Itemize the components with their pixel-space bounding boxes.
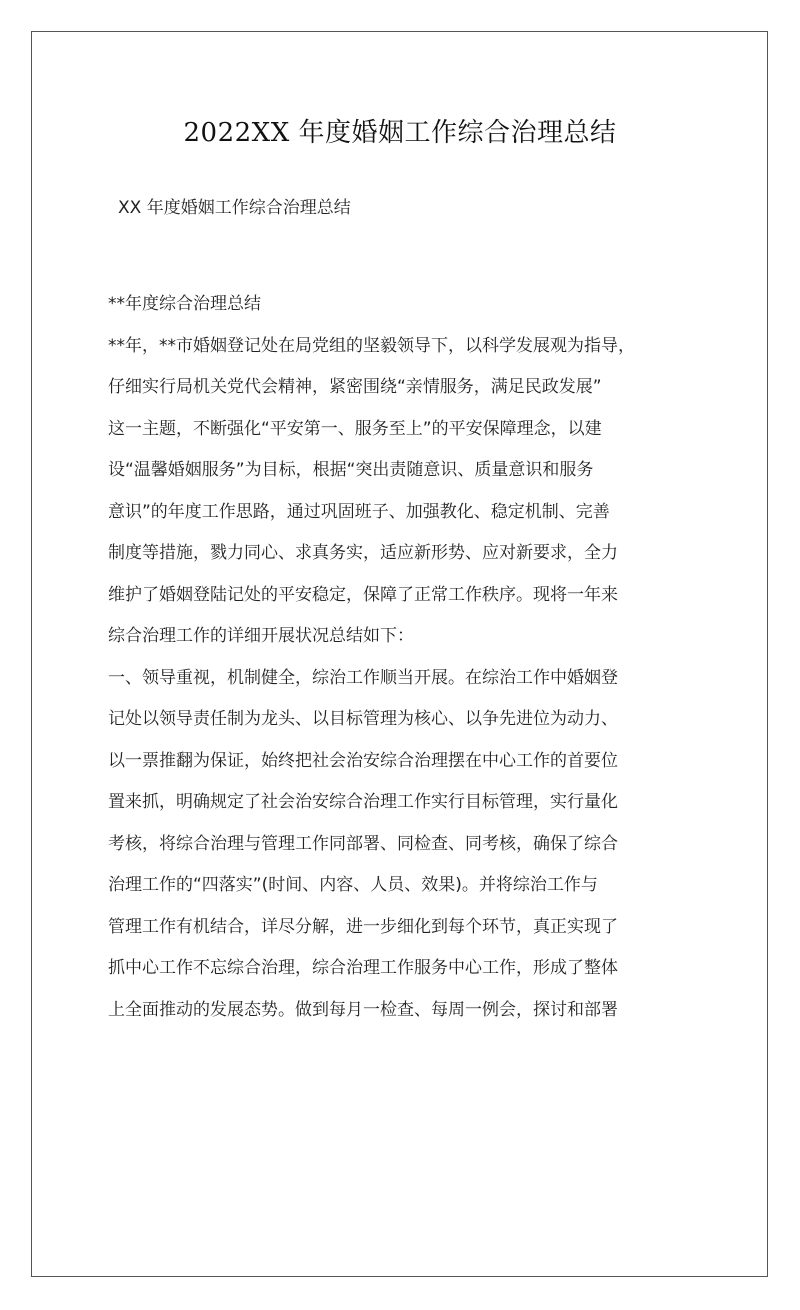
body-line: 考核，将综合治理与管理工作同部署、同检查、同考核，确保了综合 bbox=[108, 833, 618, 854]
document-subtitle: XX 年度婚姻工作综合治理总结 bbox=[118, 198, 351, 218]
body-line: 制度等措施，戮力同心、求真务实，适应新形势、应对新要求，全力 bbox=[108, 543, 618, 563]
body-line: 一、领导重视，机制健全，综治工作顺当开展。在综治工作中婚姻登 bbox=[108, 667, 618, 688]
document-title: 2022XX 年度婚姻工作综合治理总结 bbox=[183, 118, 617, 148]
body-line: 综合治理工作的详细开展状况总结如下： bbox=[108, 626, 414, 646]
body-line: 这一主题，不断强化“平安第一、服务至上”的平安保障理念，以建 bbox=[108, 418, 602, 439]
body-line: 仔细实行局机关党代会精神，紧密围绕“亲情服务，满足民政发展” bbox=[108, 377, 602, 397]
body-line: 意识”的年度工作思路，通过巩固班子、加强教化、稳定机制、完善 bbox=[108, 501, 610, 522]
body-line: 记处以领导责任制为龙头、以目标管理为核心、以争先进位为动力、 bbox=[108, 709, 618, 729]
body-line: 以一票推翻为保证，始终把社会治安综合治理摆在中心工作的首要位 bbox=[108, 750, 618, 771]
body-line: 抓中心工作不忘综合治理，综合治理工作服务中心工作，形成了整体 bbox=[108, 958, 618, 978]
body-line: 维护了婚姻登陆记处的平安稳定，保障了正常工作秩序。现将一年来 bbox=[108, 584, 618, 605]
document-body bbox=[108, 284, 698, 1031]
body-line: 上全面推动的发展态势。做到每月一检查、每周一例会，探讨和部署 bbox=[108, 999, 618, 1020]
body-line: 置来抓，明确规定了社会治安综合治理工作实行目标管理，实行量化 bbox=[108, 792, 618, 812]
body-line: 治理工作的“四落实”(时间、内容、人员、效果)。并将综治工作与 bbox=[108, 875, 598, 895]
body-line: **年度综合治理总结 bbox=[108, 294, 261, 314]
body-line: **年，**市婚姻登记处在局党组的坚毅领导下，以科学发展观为指导， bbox=[108, 335, 635, 356]
body-line: 管理工作有机结合，详尽分解，进一步细化到每个环节，真正实现了 bbox=[108, 916, 618, 937]
body-line: 设“温馨婚姻服务”为目标，根据“突出责随意识、质量意识和服务 bbox=[108, 460, 594, 480]
